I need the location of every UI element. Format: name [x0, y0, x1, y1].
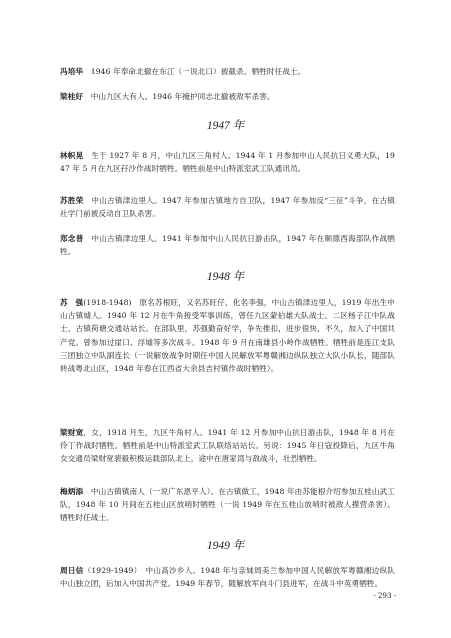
- entry-text: 生于 1927 年 8 月，中山九区三角村人。1944 年 1 月参加中山人民抗日义勇大队，1947 年 5 月在九区孖沙作战时牺牲。牺牲前是中山特派室武工队通讯员。: [60, 151, 395, 174]
- entry-zheng-nianpu: [60, 232, 395, 258]
- year-heading-1947: 1947 年: [206, 120, 245, 132]
- entry-text: 1946 年奉命北撤在东江（一说北口）被截杀。牺牲时任战士。: [90, 67, 306, 76]
- entry-name: 梁财宽: [60, 428, 84, 437]
- entry-name: 周日信: [60, 566, 84, 575]
- entry-feng-peihua: [60, 65, 395, 78]
- entry-text: (1918-1948) 原名苏根旺，又名苏旺仔，化名李强，中山古镇津边里人，1919 年出生中山古镇墟人。1940 年 12 月在牛角接受军事训练，曾任九区蒙伯雄大队战士、二区杨子江中队战士、古镇荷塘交通站站长。在部队里，苏强勤奋好学，争先推扣，进步很快，不久，加入了中国共产党。曾参加过崖口、浮墟等多次战斗。1948 年 9 月在南雄县小岭作战牺牲。牺牲前是连江支队三团独立中队副连长（一说解放战争时期任中国人民解放军粤赣湘边纵队独立大队小队长，随部队转战粤北山区，1948 年春在江西省大余县吉村镇作战时牺牲）。: [60, 298, 395, 374]
- page-number: - 293 -: [373, 592, 396, 600]
- entry-name: 苏 强: [60, 298, 84, 307]
- entry-name: 梅炳添: [60, 487, 84, 496]
- entry-name: 梁桂好: [60, 92, 84, 101]
- entry-name: 林帜晃: [60, 151, 84, 160]
- entry-name: 冯培华: [60, 67, 84, 76]
- entry-text: ，女，1918 月生，九区牛角村人。1941 年 12 月参加中山抗日游击队，1948 年 8 月在伶丁作战时牺牲。牺牲前是中山特派室武工队联络站站长。另说：1945 年日寇投降后，九区牛角女交通员梁财宽裴毅积极运载部队北上，途中在唐家湾与敌战斗，壮烈牺牲。: [60, 428, 395, 464]
- entry-text: 中山古镇津边里人。1947 年参加古镇地方自卫队，1947 年参加反“三征”斗争，在古镇社学门前被反动自卫队杀害。: [60, 196, 395, 219]
- entry-liang-caikuan: [60, 426, 395, 466]
- entry-lin-zhihuang: [60, 149, 395, 175]
- entry-text: 中山九区大有人。1946 年掩护同志北撤被敌军杀害。: [90, 92, 275, 101]
- entry-zhou-rixin: [60, 564, 395, 590]
- entry-text: （1929-1949） 中山高沙乡人。1948 年与亲妹周美兰参加中国人民解放军粤赣湘边纵队中山独立团，后加入中国共产党。1949 年春节，随解放军向斗门县进军，在战斗中英勇牺牲。: [60, 566, 395, 589]
- year-heading-1949: 1949 年: [206, 540, 245, 552]
- entry-mei-bingtian: [60, 485, 395, 525]
- entry-su-qiang: [60, 296, 395, 375]
- entry-text: 中山古镇津边里人。1941 年参加中山人民抗日游击队，1947 年在顺德西海部队作战牺牲。: [60, 234, 395, 257]
- entry-name: 郑念普: [60, 234, 84, 243]
- entry-name: 苏胜荣: [60, 196, 84, 205]
- year-heading-1948: 1948 年: [206, 271, 245, 283]
- entry-su-shengrong: [60, 194, 395, 220]
- entry-text: 中山古镇镇南人（一说广东恩平人）。在古镇做工，1948 年由苏能根介绍参加五桂山武工队，1948 年 10 月间在五桂山区放哨时牺牲（一说 1949 年在五桂山放哨时被敌人摸营杀害）。牺牲时任战士。: [60, 487, 395, 523]
- entry-liang-guihao: [60, 90, 395, 103]
